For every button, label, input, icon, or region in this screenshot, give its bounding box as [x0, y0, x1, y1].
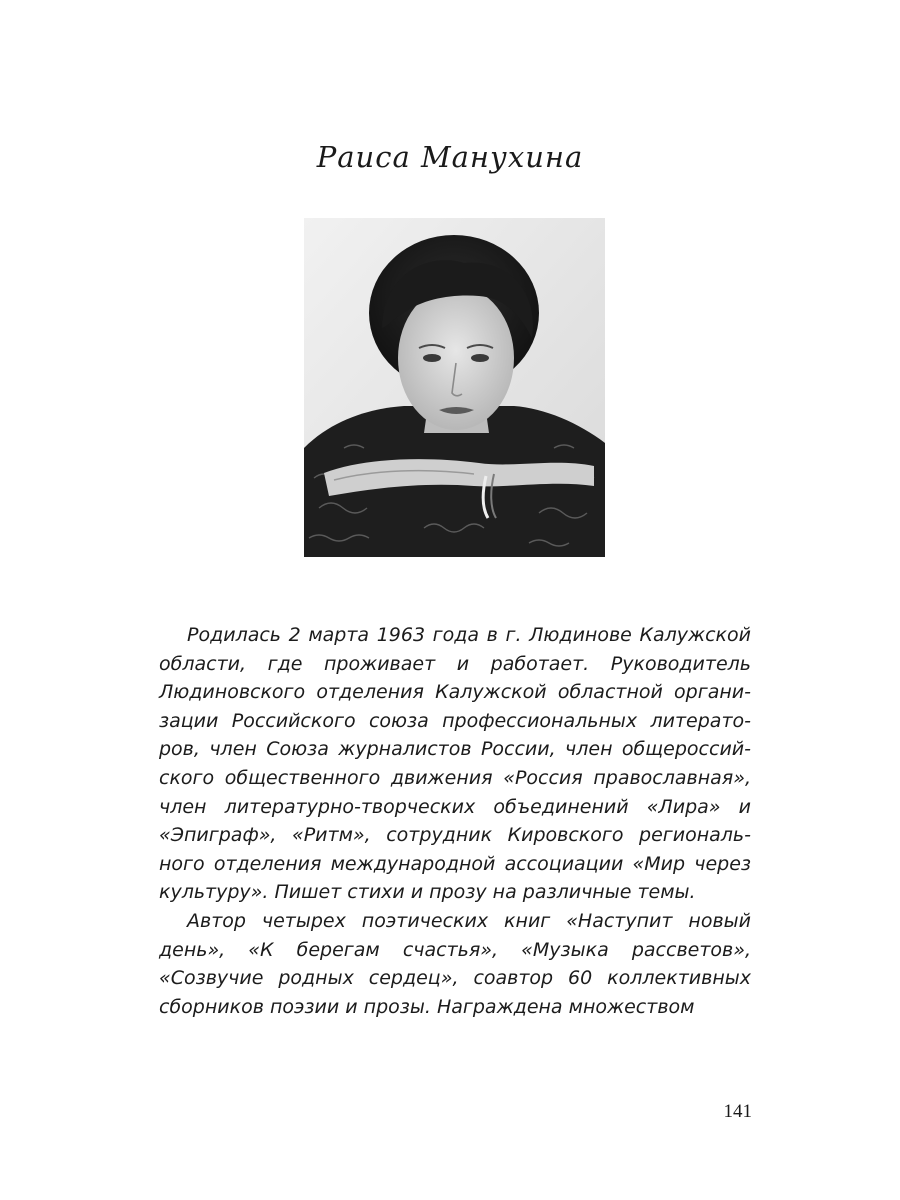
biography-text [159, 621, 751, 1021]
author-name-heading: Раиса Манухина [316, 140, 584, 174]
page-number: 141 [723, 1101, 752, 1122]
author-portrait-photo [304, 218, 605, 557]
biography-paragraph: Родилась 2 марта 1963 года в г. Людинове Калужской области, где проживает и работает. Руководитель Людиновского отделения Калужской областной организации Российского союза профессиональных литераторов, член Союза журналистов России, член общероссийского общественного движения «Россия православная», член литературно-творческих объединений «Лира» и «Эпиграф», «Ритм», сотрудник Кировского регионального отделения международной ассоциации «Мир через культуру». Пишет стихи и прозу на различные темы. [159, 624, 751, 904]
biography-paragraph: Автор четырех поэтических книг «Наступит новый день», «К берегам счастья», «Музыка рассветов», «Созвучие родных сердец», соавтор 60 коллективных сборников поэзии и прозы. Награждена множеством [159, 909, 751, 1018]
